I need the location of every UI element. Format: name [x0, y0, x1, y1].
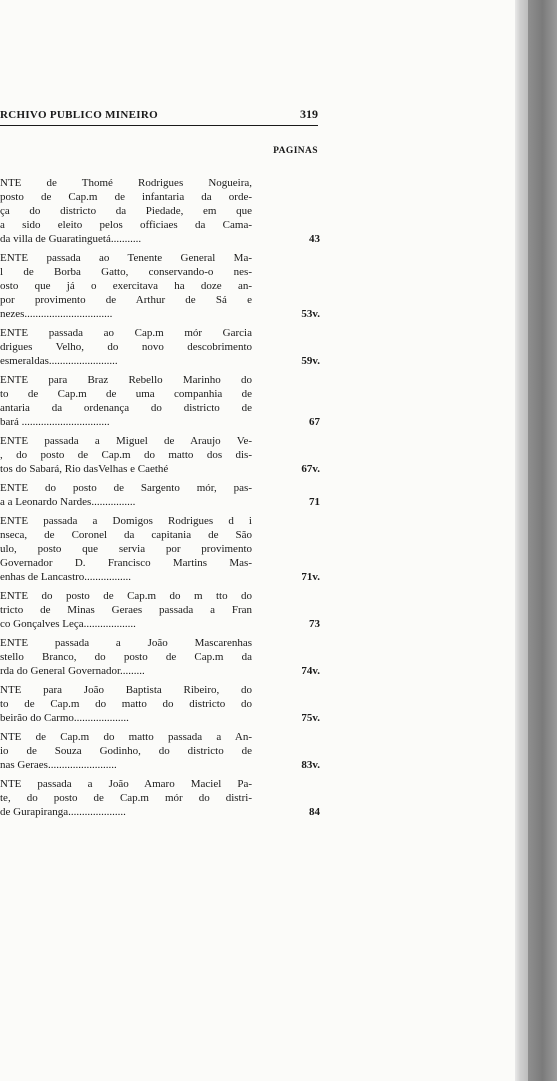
entry-line: tricto de Minas Geraes passada a Fran	[0, 604, 252, 616]
index-entry	[0, 373, 320, 429]
entry-page-ref: 84	[309, 806, 320, 818]
index-entry	[0, 589, 320, 631]
entry-text	[0, 326, 252, 368]
entry-page-ref: 74v.	[301, 665, 320, 677]
entry-line: osto que já o exercitava ha doze an-	[0, 280, 252, 292]
entry-line: Governador D. Francisco Martins Mas-	[0, 557, 252, 569]
entry-line: to de Cap.m de uma companhia de	[0, 388, 252, 400]
entry-line: antaria da ordenança do districto de	[0, 402, 252, 414]
index-entry	[0, 434, 320, 476]
entry-page-ref: 43	[309, 233, 320, 245]
index-entry	[0, 730, 320, 772]
entry-line: io de Souza Godinho, do districto de	[0, 745, 252, 757]
entry-line: nseca, de Coronel da capitania de São	[0, 529, 252, 541]
entry-line: ça do districto da Piedade, em que	[0, 205, 252, 217]
index-entry	[0, 481, 320, 509]
entry-text	[0, 777, 252, 819]
entry-line: l de Borba Gatto, conservando-o nes-	[0, 266, 252, 278]
entry-line: da villa de Guaratinguetá...........	[0, 233, 142, 245]
index-entry	[0, 636, 320, 678]
entry-line: a sido eleito pelos officiaes da Cama-	[0, 219, 252, 231]
entry-line: ENTE passada a Domigos Rodrigues d i	[0, 515, 252, 527]
entry-page-ref: 73	[309, 618, 320, 630]
entry-line: a a Leonardo Nardes................	[0, 496, 136, 508]
entry-line: ENTE para Braz Rebello Marinho do	[0, 374, 252, 386]
entry-text	[0, 251, 252, 321]
entry-text	[0, 514, 252, 584]
entry-text	[0, 176, 252, 246]
entry-text	[0, 683, 252, 725]
entry-line: NTE para João Baptista Ribeiro, do	[0, 684, 252, 696]
page-number: 319	[300, 107, 318, 121]
entry-line: por provimento de Arthur de Sá e	[0, 294, 252, 306]
entry-line: NTE de Thomé Rodrigues Nogueira,	[0, 177, 252, 189]
entry-line: bará ................................	[0, 416, 110, 428]
running-header-title: RCHIVO PUBLICO MINEIRO	[0, 109, 158, 121]
entry-text	[0, 373, 252, 429]
entry-page-ref: 59v.	[301, 355, 320, 367]
index-entries	[0, 176, 320, 824]
entry-line: de Gurapiranga.....................	[0, 806, 126, 818]
entry-line: , do posto de Cap.m do matto dos dis-	[0, 449, 252, 461]
entry-line: esmeraldas.........................	[0, 355, 118, 367]
entry-line: drigues Velho, do novo descobrimento	[0, 341, 252, 353]
running-header	[0, 107, 318, 126]
entry-line: ulo, posto que servia por provimento	[0, 543, 252, 555]
entry-text	[0, 730, 252, 772]
index-entry	[0, 777, 320, 819]
entry-line: NTE passada a João Amaro Maciel Pa-	[0, 778, 252, 790]
index-entry	[0, 514, 320, 584]
entry-line: co Gonçalves Leça...................	[0, 618, 136, 630]
index-entry	[0, 326, 320, 368]
entry-line: te, do posto de Cap.m mór do distri-	[0, 792, 252, 804]
entry-text	[0, 589, 252, 631]
entry-line: enhas de Lancastro.................	[0, 571, 132, 583]
entry-line: ENTE do posto de Sargento mór, pas-	[0, 482, 252, 494]
entry-page-ref: 83v.	[301, 759, 320, 771]
entry-line: rda do General Governador.........	[0, 665, 145, 677]
pages-column-header: PAGINAS	[273, 146, 318, 156]
entry-line: posto de Cap.m de infantaria da orde-	[0, 191, 252, 203]
entry-line: tos do Sabará, Rio dasVelhas e Caethé	[0, 463, 169, 475]
entry-line: ENTE do posto de Cap.m do m tto do	[0, 590, 252, 602]
entry-line: NTE de Cap.m do matto passada a An-	[0, 731, 252, 743]
entry-line: to de Cap.m do matto do districto do	[0, 698, 252, 710]
entry-line: ENTE passada a Miguel de Araujo Ve-	[0, 435, 252, 447]
entry-text	[0, 434, 252, 476]
entry-text	[0, 481, 252, 509]
book-spine-shadow	[528, 0, 557, 1081]
entry-line: ENTE passada a João Mascarenhas	[0, 637, 252, 649]
entry-page-ref: 71	[309, 496, 320, 508]
entry-text	[0, 636, 252, 678]
entry-page-ref: 53v.	[301, 308, 320, 320]
entry-page-ref: 67	[309, 416, 320, 428]
book-gutter	[515, 0, 528, 1081]
entry-line: stello Branco, do posto de Cap.m da	[0, 651, 252, 663]
index-entry	[0, 683, 320, 725]
entry-page-ref: 75v.	[301, 712, 320, 724]
entry-page-ref: 67v.	[301, 463, 320, 475]
entry-page-ref: 71v.	[301, 571, 320, 583]
index-entry	[0, 176, 320, 246]
entry-line: ENTE passada ao Cap.m mór Garcia	[0, 327, 252, 339]
entry-line: ENTE passada ao Tenente General Ma-	[0, 252, 252, 264]
entry-line: nas Geraes.........................	[0, 759, 117, 771]
entry-line: nezes................................	[0, 308, 113, 320]
index-entry	[0, 251, 320, 321]
entry-line: beirão do Carmo....................	[0, 712, 129, 724]
